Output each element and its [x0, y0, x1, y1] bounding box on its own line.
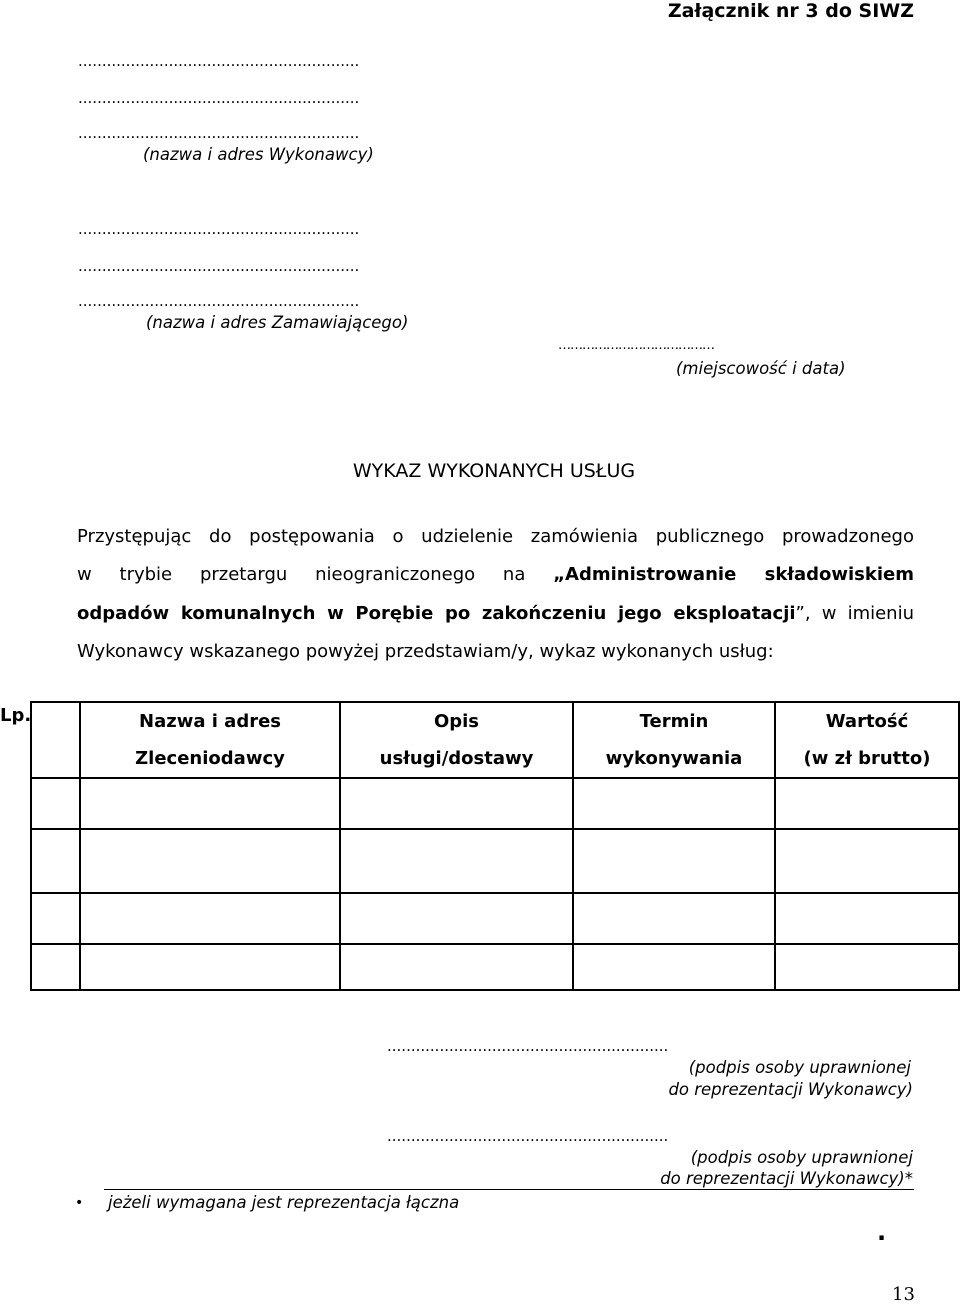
signature-2-caption-2: do reprezentacji Wykonawcy)* [660, 1169, 913, 1188]
table-cell[interactable] [80, 778, 340, 829]
table-cell[interactable] [31, 778, 80, 829]
table-cell[interactable] [573, 893, 775, 944]
signature-2-caption-1: (podpis osoby uprawnionej [690, 1148, 913, 1167]
employer-dots-1: ........................................................... [78, 220, 360, 238]
place-date-dots: ………………………………… [558, 338, 714, 353]
header-description: Opis usługi/dostawy [340, 702, 573, 778]
signature-1-dots: ........................................................... [387, 1037, 669, 1055]
contractor-dots-1: ........................................................... [78, 52, 360, 70]
table-cell[interactable] [775, 829, 959, 893]
intro-line-2-bold: „Administrowanie składowiskiem [553, 564, 914, 585]
footnote-bullet-icon: • [75, 1195, 84, 1211]
table-cell[interactable] [340, 944, 573, 990]
intro-line-2-plain: w trybie przetargu nieograniczonego na [77, 564, 554, 585]
table-cell[interactable] [31, 893, 80, 944]
intro-line-1: Przystępując do postępowania o udzielenie zamówienia publicznego prowadzonego [77, 526, 914, 547]
lp-header: Lp. [0, 705, 32, 726]
contractor-dots-2: ........................................................... [78, 89, 360, 107]
table-cell[interactable] [80, 893, 340, 944]
table-cell[interactable] [340, 778, 573, 829]
signature-1-caption-2: do reprezentacji Wykonawcy) [668, 1080, 913, 1099]
table-cell[interactable] [31, 829, 80, 893]
stray-dot: . [877, 1218, 887, 1246]
table-header-row [31, 702, 959, 778]
intro-line-3 [77, 595, 914, 634]
table-cell[interactable] [80, 829, 340, 893]
table-cell[interactable] [573, 778, 775, 829]
page-number: 13 [892, 1284, 915, 1305]
services-table [30, 701, 960, 991]
intro-line-3-bold: odpadów komunalnych w Porębie po zakończeniu jego eksploatacji [77, 603, 796, 624]
table-cell[interactable] [340, 829, 573, 893]
employer-dots-3: ........................................................... [78, 292, 360, 310]
table-cell[interactable] [340, 893, 573, 944]
table-cell[interactable] [31, 944, 80, 990]
table-cell[interactable] [775, 893, 959, 944]
intro-line-4: Wykonawcy wskazanego powyżej przedstawiam/y, wykaz wykonanych usług: [77, 641, 774, 662]
header-client: Nazwa i adres Zleceniodawcy [80, 702, 340, 778]
intro-line-2 [77, 556, 914, 595]
table-row [31, 778, 959, 829]
contractor-dots-3: ........................................................... [78, 124, 360, 142]
employer-dots-2: ........................................................... [78, 257, 360, 275]
table-row [31, 944, 959, 990]
table-row [31, 893, 959, 944]
table-cell[interactable] [573, 829, 775, 893]
employer-caption: (nazwa i adres Zamawiającego) [146, 313, 409, 332]
footnote-text: jeżeli wymagana jest reprezentacja łączna [108, 1193, 460, 1212]
signature-2-dots: ........................................................... [387, 1127, 669, 1145]
table-cell[interactable] [80, 944, 340, 990]
signature-1-caption-1: (podpis osoby uprawnionej [688, 1058, 911, 1077]
document-title: WYKAZ WYKONANYCH USŁUG [352, 460, 636, 482]
table-cell[interactable] [775, 778, 959, 829]
contractor-caption: (nazwa i adres Wykonawcy) [143, 145, 374, 164]
annex-label: Załącznik nr 3 do SIWZ [667, 0, 914, 22]
table-cell[interactable] [775, 944, 959, 990]
table-row [31, 829, 959, 893]
intro-line-3-plain: ”, w imieniu [795, 603, 914, 624]
place-date-caption: (miejscowość i data) [676, 359, 846, 378]
footnote-separator [104, 1189, 914, 1190]
header-value: Wartość (w zł brutto) [775, 702, 959, 778]
header-lp-cell [31, 702, 80, 778]
header-term: Termin wykonywania [573, 702, 775, 778]
table-cell[interactable] [573, 944, 775, 990]
